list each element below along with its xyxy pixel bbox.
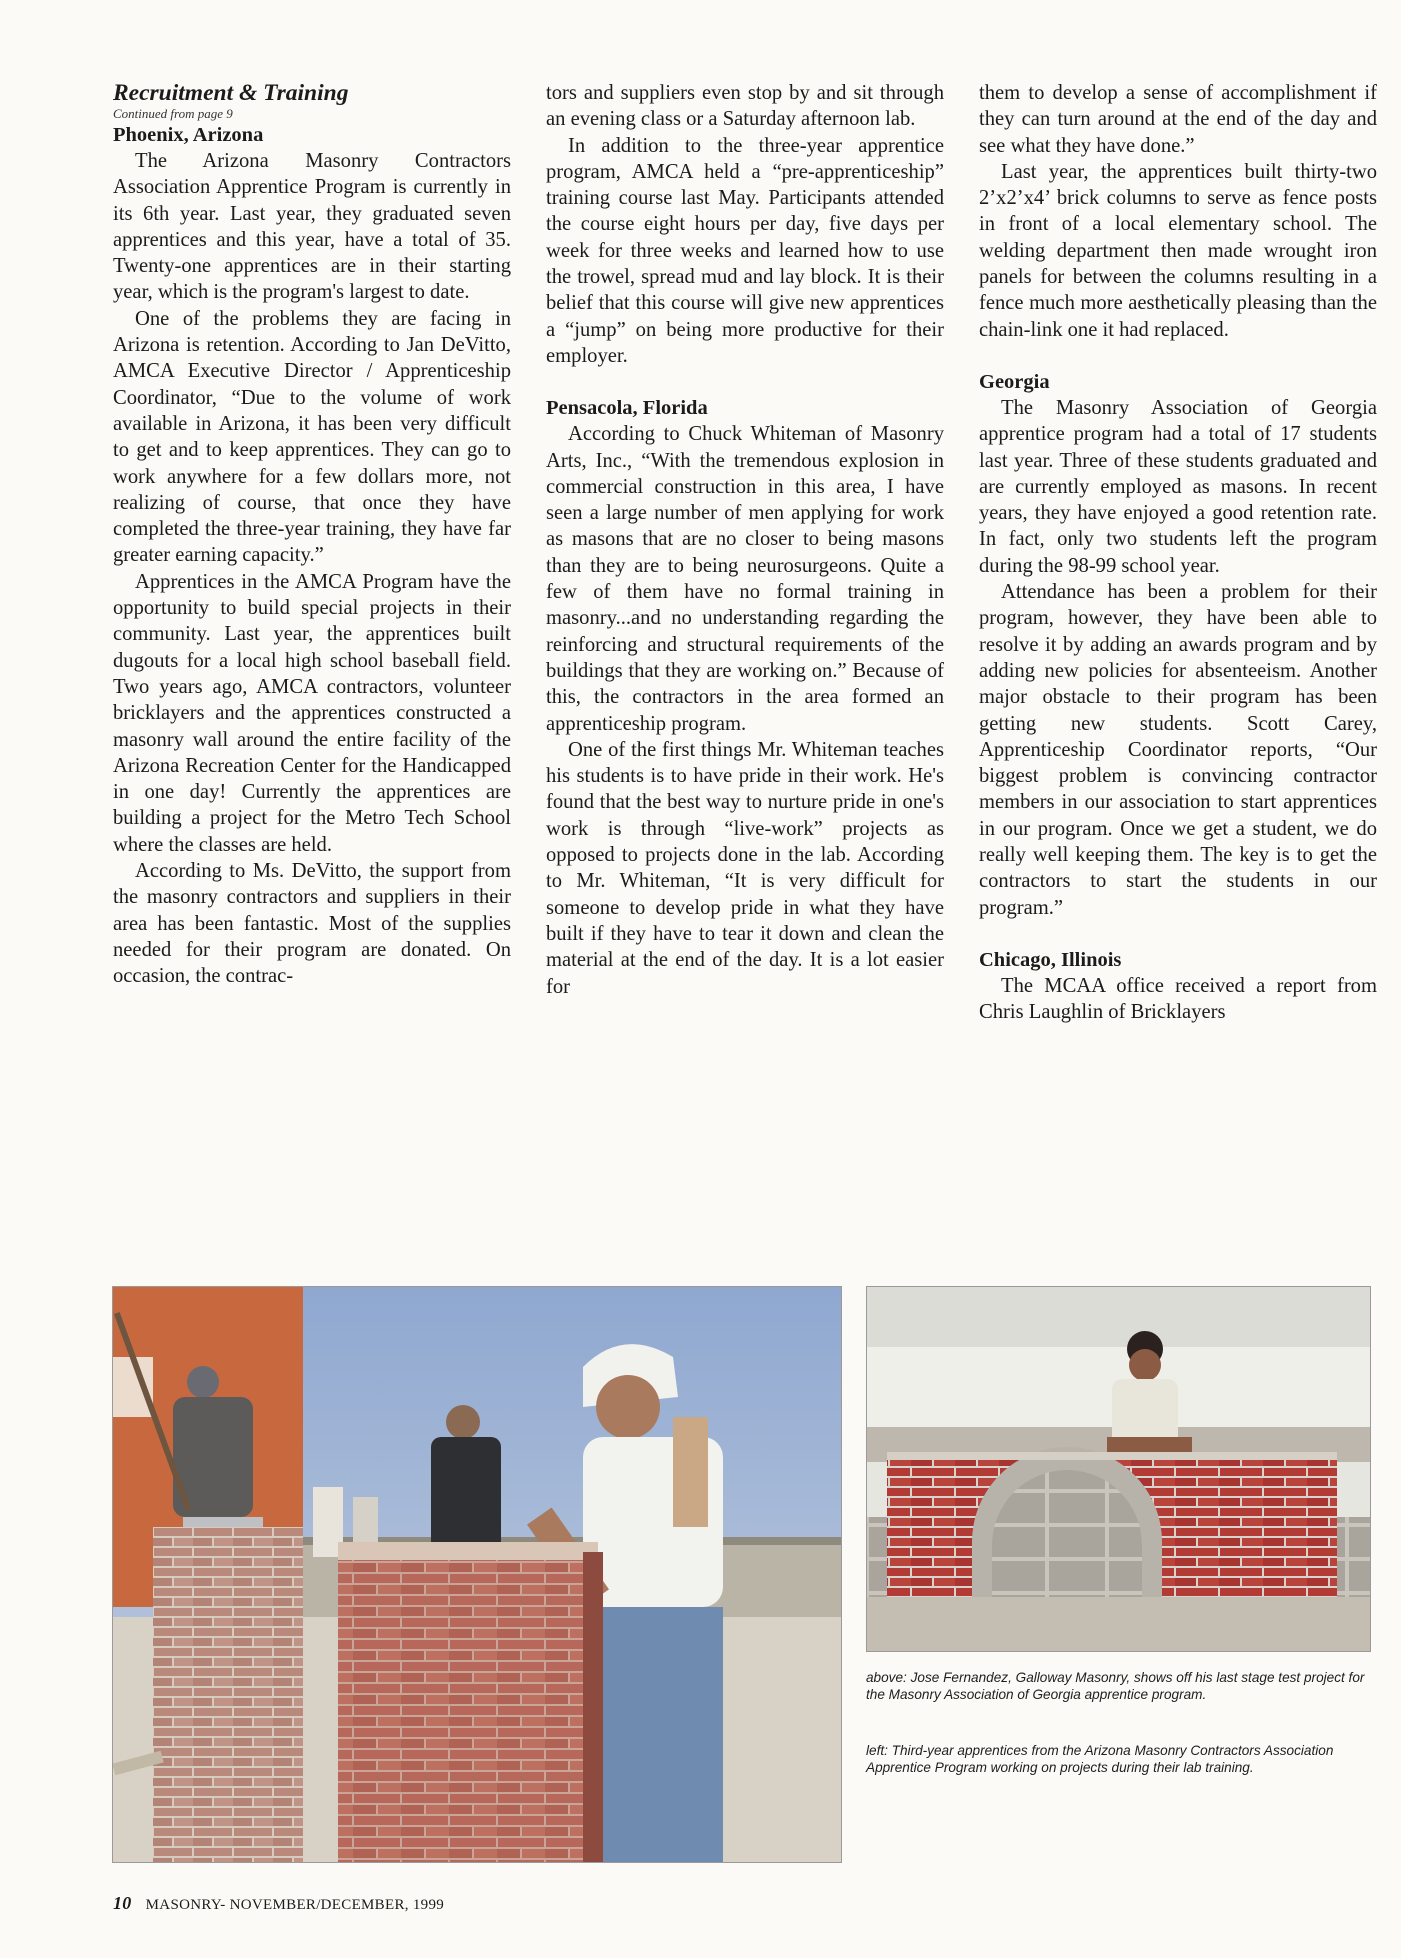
column-2	[546, 80, 944, 1000]
section-kicker: Recruitment & Training	[113, 80, 349, 106]
paragraph: One of the problems they are facing in Arizona is retention. According to Jan DeVitto, AMCA Executive Director / Apprenticeship Coordinator, “Due to the volume of work available in Arizona, it has been very difficult to get and to keep apprentices. They can go to work anywhere for a few dollars more, not realizing of course, that once they have completed the three-year training, they have far greater earning capacity.”	[113, 307, 511, 567]
paragraph: The Arizona Masonry Contractors Association Apprentice Program is currently in its 6th year. Last year, they graduated seven apprentices and this year, have a total of 35. Twenty-one apprentices are in their starting year, which is the program's largest to date.	[113, 150, 511, 304]
publication-line: MASONRY- NOVEMBER/DECEMBER, 1999	[145, 1897, 445, 1913]
paragraph: According to Ms. DeVitto, the support from the masonry contractors and suppliers in their area has been fantastic. Most of the supplies needed for their program are donated. On occasion, the contrac-	[113, 860, 511, 988]
paragraph: Attendance has been a problem for their program, however, they have been able to resolve it by adding an awards program and by adding new policies for absenteeism. Another major obstacle to their program has been getting new students. Scott Carey, Apprenticeship Coordinator reports, “Our biggest problem is convincing contractor members in our association to start apprentices in our program. Once we get a student, we do really well keeping them. The key is to get the contractors to start the students in our program.”	[979, 581, 1377, 919]
continued-note: Continued from page 9	[113, 106, 233, 121]
paragraph: Apprentices in the AMCA Program have the opportunity to build special projects in their community. Last year, the apprentices built dugouts for a local high school baseball field. Two years ago, AMCA contractors, volunteer bricklayers and the apprentices constructed a masonry wall around the entire facility of the Arizona Recreation Center for the Handicapped in one day! Currently the apprentices are building a project for the Metro Tech School where the classes are held.	[113, 570, 511, 856]
heading-chicago: Chicago, Illinois	[979, 948, 1122, 971]
page-number: 10	[113, 1893, 132, 1913]
caption-left: left: Third-year apprentices from the Arizona Masonry Contractors Association Apprentice Program working on projects during their lab training.	[866, 1743, 1334, 1775]
paragraph: The Masonry Association of Georgia apprentice program had a total of 17 students last year. Three of these students graduated and are currently employed as masons. In recent years, they have enjoyed a good retention rate. In fact, only two students left the program during the 98-99 school year.	[979, 396, 1377, 577]
paragraph: One of the first things Mr. Whiteman teaches his students is to have pride in their work. He's found that the best way to nurture pride in one's work is through “live-work” projects as opposed to projects done in the lab. According to Mr. Whiteman, “It is very difficult for someone to develop pride in what they have built if they have to tear it down and clean the material at the end of the day. It is a lot easier for	[546, 738, 944, 998]
paragraph: them to develop a sense of accomplishment if they can turn around at the end of the day and see what they have done.”	[979, 82, 1377, 157]
paragraph: The MCAA office received a report from Chris Laughlin of Bricklayers	[979, 974, 1377, 1024]
page-footer	[113, 1893, 444, 1914]
column-3	[979, 80, 1377, 1026]
caption-above: above: Jose Fernandez, Galloway Masonry, shows off his last stage test project for the Masonry Association of Georgia apprentice program.	[866, 1670, 1365, 1702]
heading-pensacola: Pensacola, Florida	[546, 397, 708, 420]
paragraph: tors and suppliers even stop by and sit through an evening class or a Saturday afternoon lab.	[546, 82, 944, 131]
column-1	[113, 80, 511, 990]
paragraph: In addition to the three-year apprentice program, AMCA held a “pre-apprenticeship” training course last May. Participants attended the course eight hours per day, five days per week for three weeks and learned how to use the trowel, spread mud and lay block. It is their belief that this course will give new apprentices a “jump” on being more productive for their employer.	[546, 134, 944, 367]
paragraph: Last year, the apprentices built thirty-two 2’x2’x4’ brick columns to serve as fence posts in front of a local elementary school. The welding department then made wrought iron panels for between the columns resulting in a fence much more aesthetically pleasing than the chain-link one it had replaced.	[979, 160, 1377, 341]
photo-apprentices-working	[112, 1286, 842, 1863]
heading-georgia: Georgia	[979, 370, 1050, 393]
paragraph: According to Chuck Whiteman of Masonry Arts, Inc., “With the tremendous explosion in commercial construction in this area, I have seen a large number of men applying for work as masons that are no closer to being masons than they are to being neurosurgeons. Quite a few of them have no formal training in masonry...and no understanding regarding the reinforcing and structural requirements of the buildings that they are working on.” Because of this, the contractors in the area formed an apprenticeship program.	[546, 423, 944, 735]
photo-jose-fernandez-arch	[866, 1286, 1371, 1652]
heading-phoenix: Phoenix, Arizona	[113, 124, 264, 146]
